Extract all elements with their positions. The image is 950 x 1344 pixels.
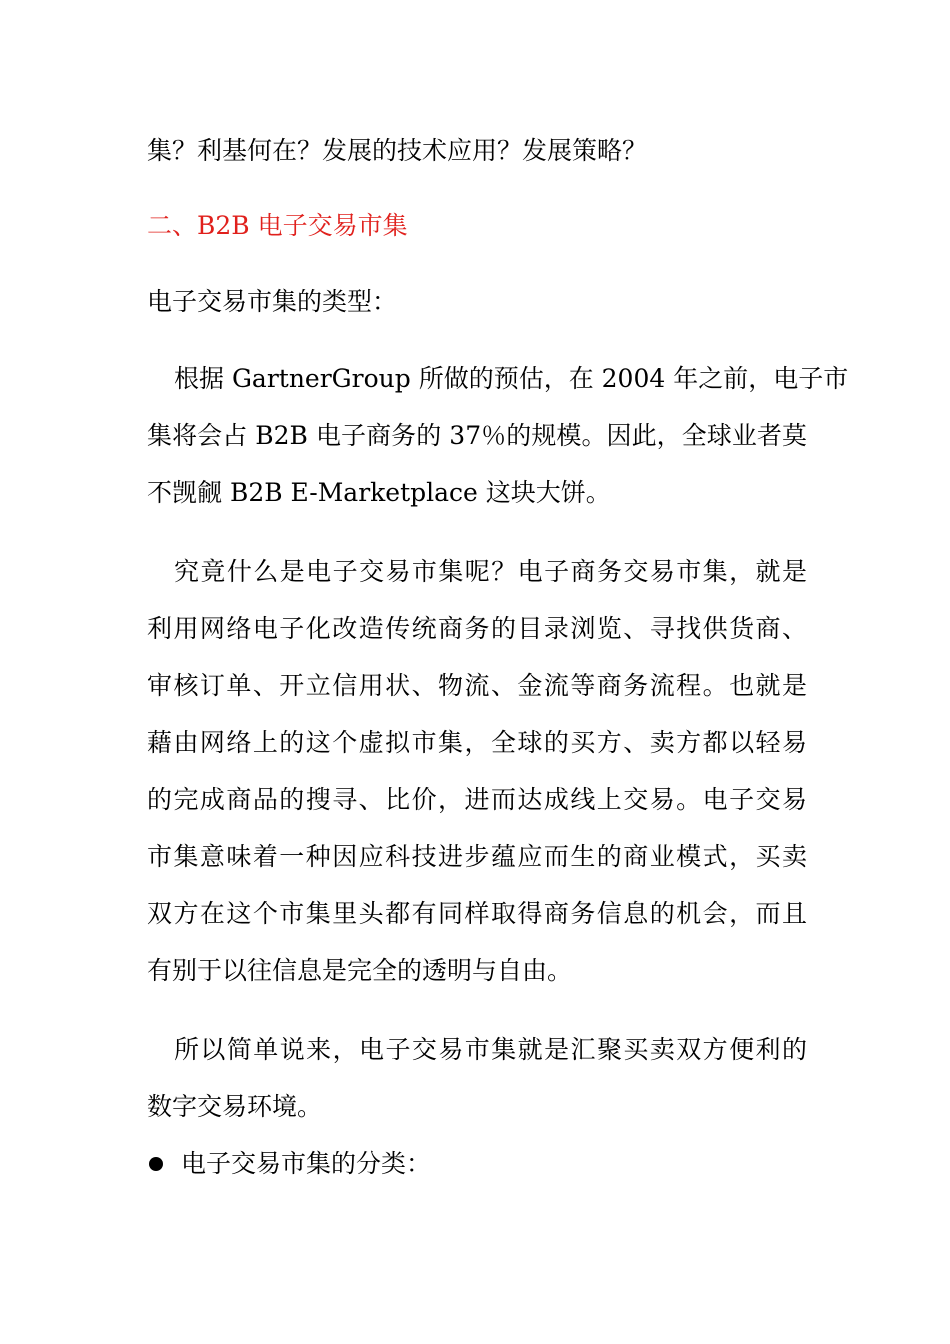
paragraph-2-line: 利用网络电子化改造传统商务的目录浏览、寻找供货商、 <box>147 614 807 643</box>
paragraph-1-line: 集将会占 B2B 电子商务的 37％的规模。因此，全球业者莫 <box>147 421 807 450</box>
paragraph-2-line: 藉由网络上的这个虚拟市集，全球的买方、卖方都以轻易 <box>147 728 807 757</box>
paragraph-3-line: 数字交易环境。 <box>147 1092 323 1121</box>
paragraph-2-line: 双方在这个市集里头都有同样取得商务信息的机会，而且 <box>147 899 807 928</box>
paragraph-2-line: 市集意味着一种因应科技进步蕴应而生的商业模式，买卖 <box>147 842 807 871</box>
paragraph-2-line: 的完成商品的搜寻、比价，进而达成线上交易。电子交易 <box>147 785 807 814</box>
paragraph-2-line: 有别于以往信息是完全的透明与自由。 <box>147 956 573 985</box>
paragraph-2-line: 审核订单、开立信用状、物流、金流等商务流程。也就是 <box>147 671 807 700</box>
bullet-icon <box>149 1157 163 1171</box>
paragraph-3-line: 所以简单说来，电子交易市集就是汇聚买卖双方便利的 <box>174 1035 807 1064</box>
text-line: 集？利基何在？发展的技术应用？发展策略？ <box>147 136 648 165</box>
paragraph-1-line: 根据 GartnerGroup 所做的预估，在 2004 年之前，电子市 <box>174 364 849 393</box>
paragraph-1-line: 不觊觎 B2B E-Marketplace 这块大饼。 <box>147 478 611 507</box>
bullet-text: 电子交易市集的分类： <box>181 1149 432 1178</box>
subheading: 电子交易市集的类型： <box>147 287 398 316</box>
paragraph-2-line: 究竟什么是电子交易市集呢？电子商务交易市集，就是 <box>174 557 807 586</box>
section-heading: 二、B2B 电子交易市集 <box>147 211 408 240</box>
bullet-item <box>147 1147 431 1181</box>
